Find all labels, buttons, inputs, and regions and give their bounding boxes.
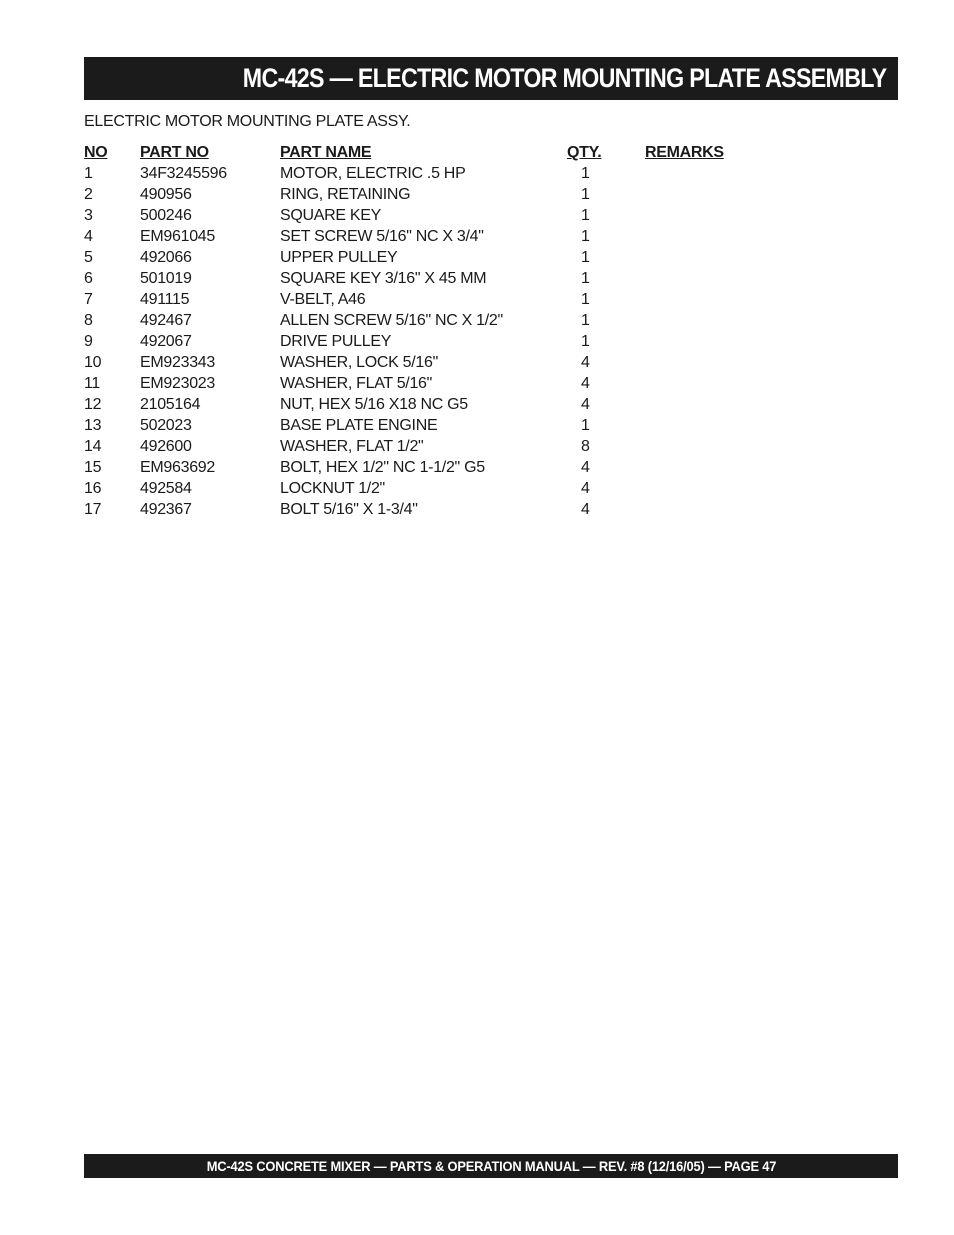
cell-part-name: WASHER, FLAT 5/16" (280, 375, 433, 392)
cell-no: 2 (84, 186, 93, 203)
cell-part-name: LOCKNUT 1/2" (280, 480, 385, 497)
cell-part-name: WASHER, FLAT 1/2" (280, 438, 424, 455)
cell-part-name: SET SCREW 5/16" NC X 3/4" (280, 228, 484, 245)
cell-qty: 1 (581, 291, 590, 308)
table-row (84, 268, 784, 289)
table-row (84, 310, 784, 331)
table-row (84, 478, 784, 499)
cell-part-no: 502023 (140, 417, 192, 434)
cell-qty: 1 (581, 165, 590, 182)
cell-part-no: EM923023 (140, 375, 215, 392)
table-row (84, 184, 784, 205)
cell-part-no: 2105164 (140, 396, 201, 413)
cell-part-no: 492367 (140, 501, 192, 518)
cell-no: 14 (84, 438, 102, 455)
cell-part-name: BOLT, HEX 1/2" NC 1-1/2" G5 (280, 459, 485, 476)
cell-no: 1 (84, 165, 93, 182)
cell-no: 16 (84, 480, 102, 497)
cell-no: 15 (84, 459, 102, 476)
cell-part-no: 492467 (140, 312, 192, 329)
cell-no: 11 (84, 375, 101, 392)
table-row (84, 226, 784, 247)
cell-part-name: SQUARE KEY (280, 207, 382, 224)
cell-part-no: 492600 (140, 438, 192, 455)
cell-part-name: SQUARE KEY 3/16" X 45 MM (280, 270, 487, 287)
cell-no: 3 (84, 207, 93, 224)
cell-part-name: ALLEN SCREW 5/16" NC X 1/2" (280, 312, 503, 329)
cell-part-name: BASE PLATE ENGINE (280, 417, 438, 434)
cell-no: 9 (84, 333, 93, 350)
cell-qty: 1 (581, 417, 590, 434)
assembly-subtitle: ELECTRIC MOTOR MOUNTING PLATE ASSY. (84, 113, 411, 130)
cell-no: 8 (84, 312, 93, 329)
table-header-row (84, 143, 784, 163)
cell-part-name: RING, RETAINING (280, 186, 411, 203)
cell-qty: 1 (581, 186, 590, 203)
table-row (84, 457, 784, 478)
table-row (84, 289, 784, 310)
page-footer: MC-42S CONCRETE MIXER — PARTS & OPERATION MANUAL — REV. #8 (12/16/05) — PAGE 47 (206, 1158, 776, 1174)
cell-part-no: 491115 (140, 291, 190, 308)
cell-part-no: EM963692 (140, 459, 215, 476)
title-banner (84, 57, 898, 100)
cell-qty: 4 (581, 375, 590, 392)
footer-banner (84, 1154, 898, 1178)
table-row (84, 205, 784, 226)
table-row (84, 436, 784, 457)
cell-qty: 1 (581, 270, 590, 287)
cell-part-name: DRIVE PULLEY (280, 333, 392, 350)
cell-part-name: UPPER PULLEY (280, 249, 398, 266)
cell-qty: 4 (581, 354, 590, 371)
table-row (84, 373, 784, 394)
header-no: NO (84, 144, 108, 161)
cell-part-no: 492584 (140, 480, 192, 497)
cell-qty: 4 (581, 396, 590, 413)
cell-qty: 8 (581, 438, 590, 455)
cell-part-no: 492067 (140, 333, 192, 350)
cell-part-no: EM923343 (140, 354, 215, 371)
table-row (84, 415, 784, 436)
cell-qty: 1 (581, 249, 590, 266)
cell-part-no: 492066 (140, 249, 192, 266)
cell-qty: 1 (581, 228, 590, 245)
cell-part-name: BOLT 5/16" X 1-3/4" (280, 501, 418, 518)
parts-table (84, 143, 784, 520)
table-body (84, 163, 784, 520)
cell-no: 6 (84, 270, 93, 287)
cell-no: 7 (84, 291, 93, 308)
header-remarks: REMARKS (645, 144, 724, 161)
cell-part-no: 500246 (140, 207, 192, 224)
cell-no: 13 (84, 417, 102, 434)
cell-no: 4 (84, 228, 93, 245)
cell-qty: 4 (581, 459, 590, 476)
table-row (84, 499, 784, 520)
cell-qty: 1 (581, 333, 590, 350)
table-row (84, 163, 784, 184)
cell-no: 10 (84, 354, 102, 371)
cell-part-no: 34F3245596 (140, 165, 227, 182)
cell-part-name: V-BELT, A46 (280, 291, 366, 308)
table-row (84, 247, 784, 268)
cell-part-no: 501019 (140, 270, 192, 287)
header-qty: QTY. (567, 144, 602, 161)
header-part-name: PART NAME (280, 144, 372, 161)
cell-no: 5 (84, 249, 93, 266)
cell-qty: 1 (581, 207, 590, 224)
header-part-no: PART NO (140, 144, 209, 161)
page-title: MC-42S — ELECTRIC MOTOR MOUNTING PLATE ASSEMBLY (242, 63, 886, 93)
cell-no: 12 (84, 396, 102, 413)
cell-qty: 4 (581, 501, 590, 518)
cell-part-no: EM961045 (140, 228, 215, 245)
table-row (84, 394, 784, 415)
cell-part-name: WASHER, LOCK 5/16" (280, 354, 438, 371)
table-row (84, 352, 784, 373)
cell-qty: 1 (581, 312, 590, 329)
cell-part-no: 490956 (140, 186, 192, 203)
cell-no: 17 (84, 501, 102, 518)
cell-part-name: MOTOR, ELECTRIC .5 HP (280, 165, 466, 182)
table-row (84, 331, 784, 352)
cell-qty: 4 (581, 480, 590, 497)
cell-part-name: NUT, HEX 5/16 X18 NC G5 (280, 396, 468, 413)
